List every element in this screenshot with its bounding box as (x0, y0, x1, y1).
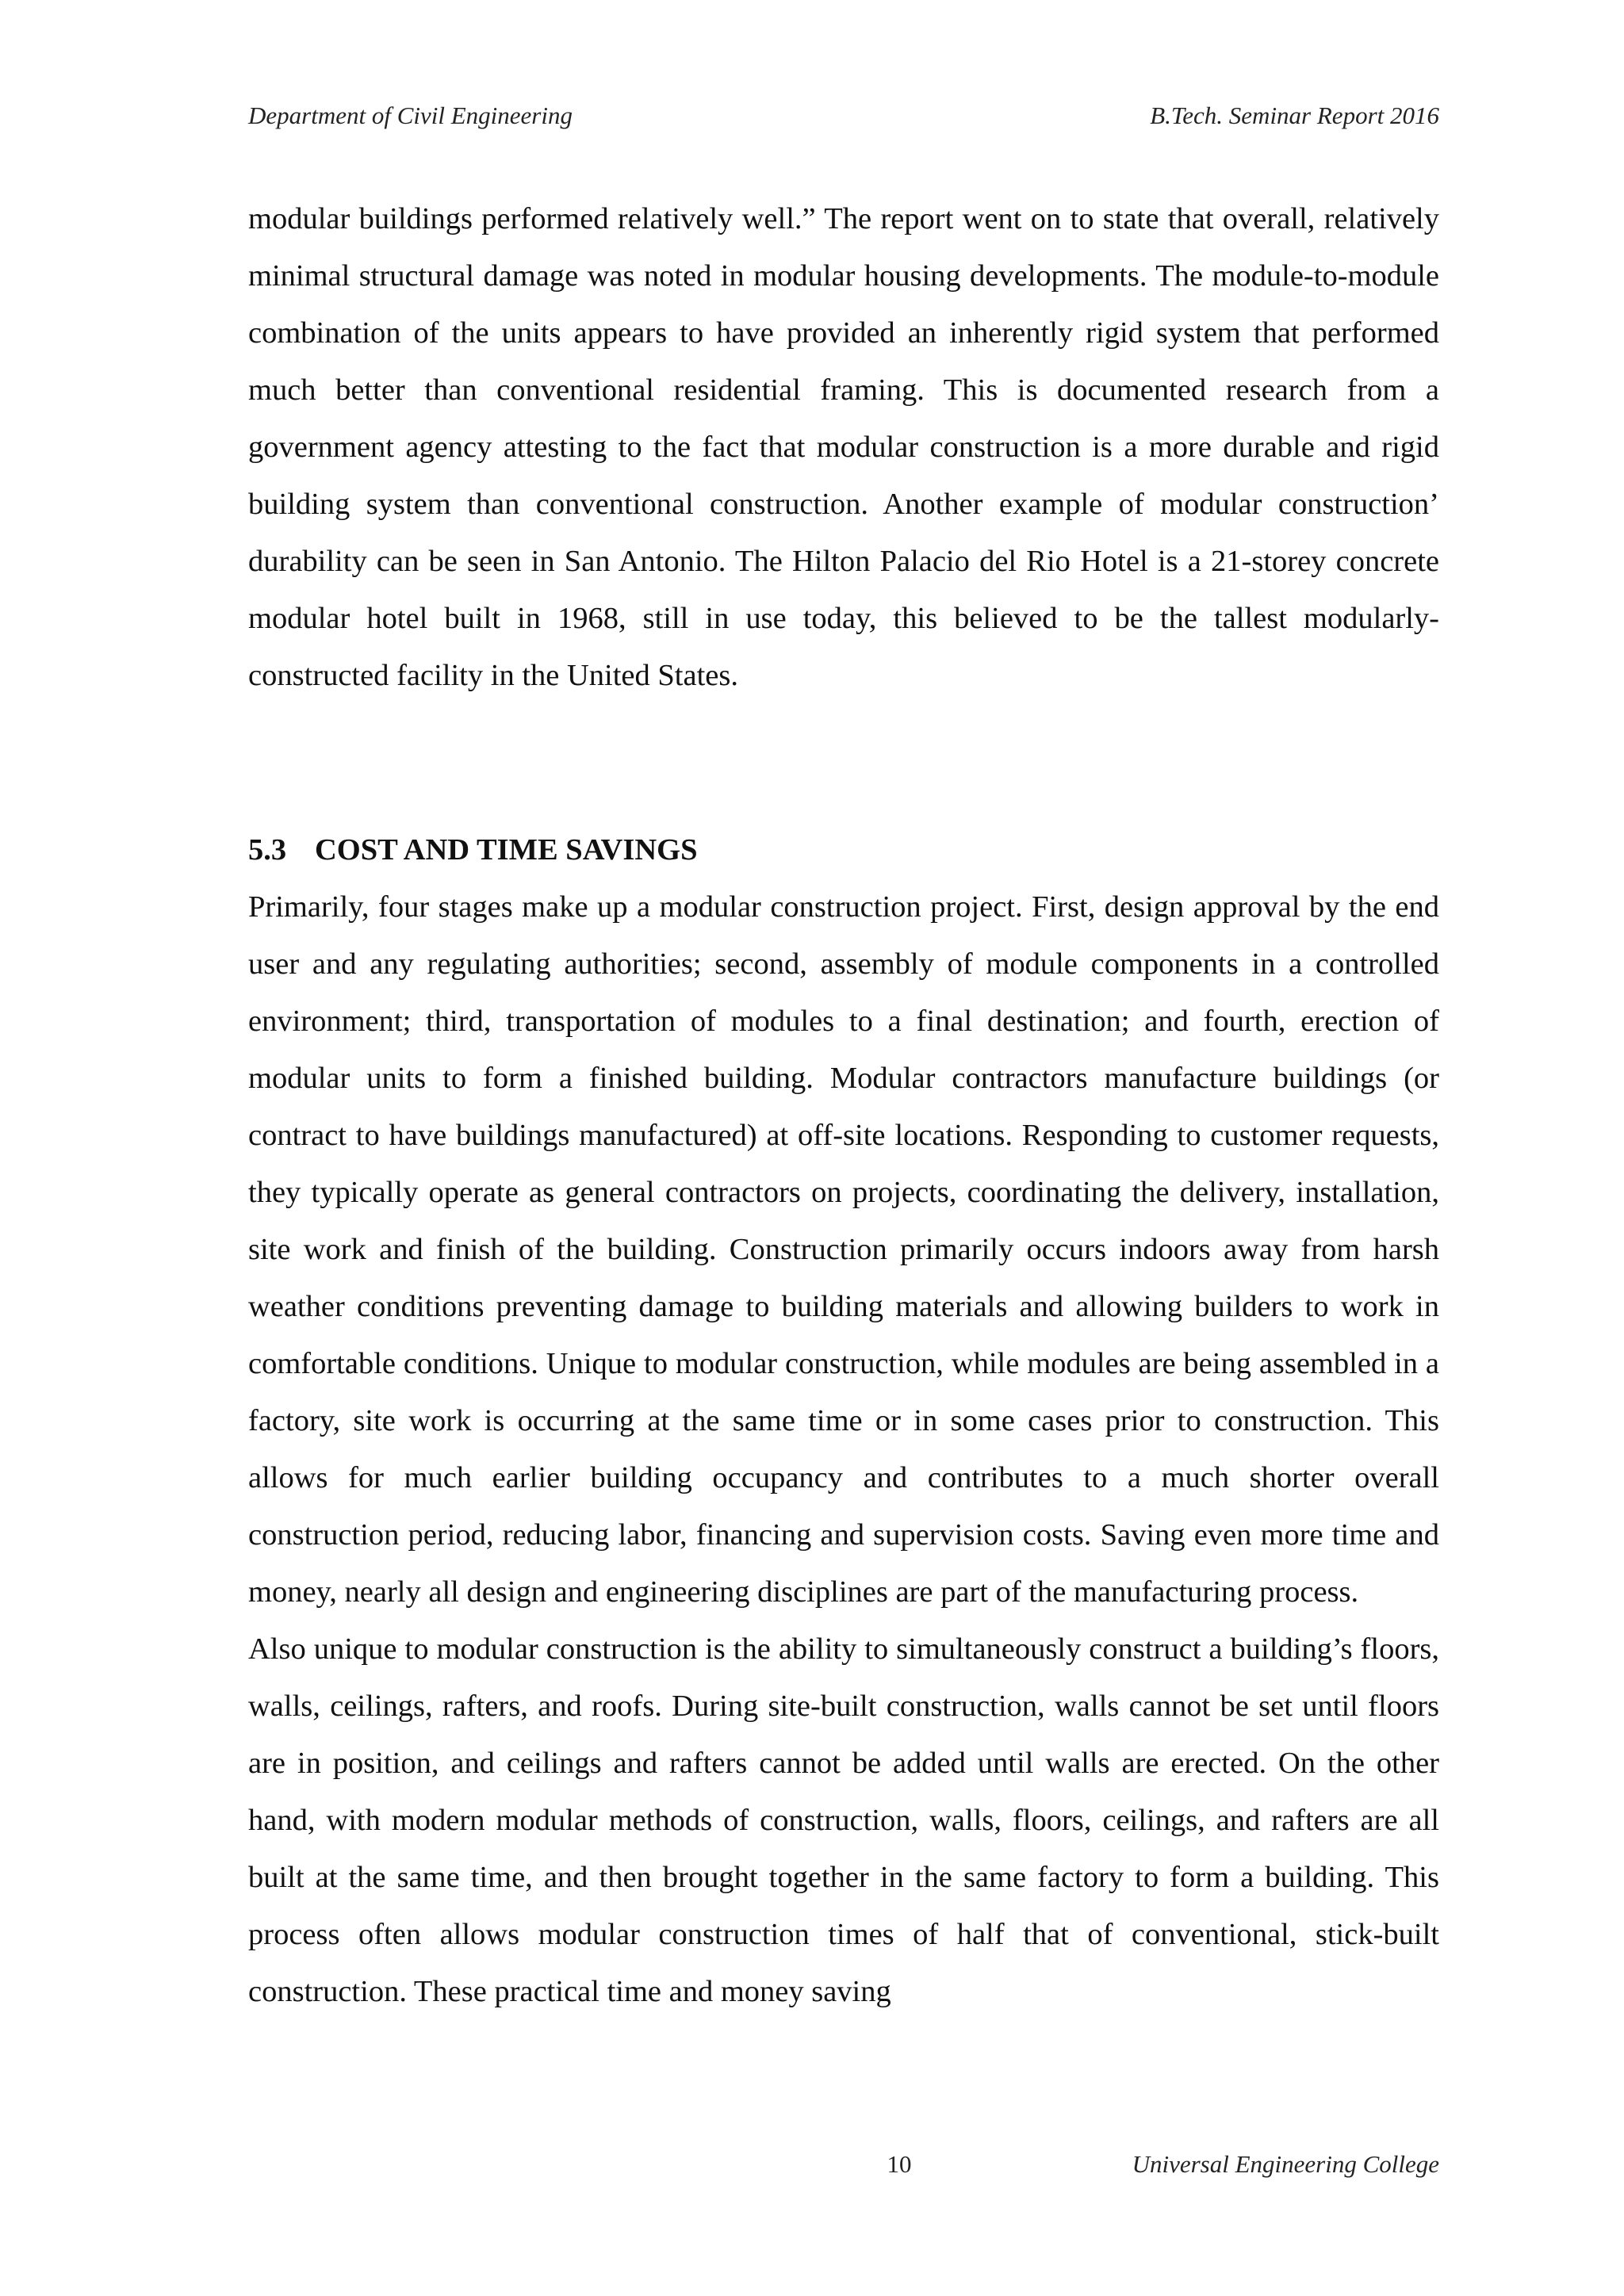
section-heading (248, 821, 698, 878)
section-body (248, 878, 1439, 2020)
running-footer (248, 2147, 1439, 2182)
header-department: Department of Civil Engineering (248, 101, 573, 129)
header-report-title: B.Tech. Seminar Report 2016 (1150, 101, 1439, 129)
section-title: COST AND TIME SAVINGS (315, 833, 698, 867)
page-number: 10 (887, 2150, 912, 2178)
paragraph-construction-stages: Primarily, four stages make up a modular construction project. First, design approval by the end user and any regulating authorities; second, assembly of module components in a controlled environment; third, transportation of modules to a final destination; and fourth, erection of modular units to form a finished building. Modular contractors manufacture buildings (or contract to have buildings manufactured) at off-site locations. Responding to customer requests, they typically operate as general contractors on projects, coordinating the delivery, installation, site work and finish of the building. Construction primarily occurs indoors away from harsh weather conditions preventing damage to building materials and allowing builders to work in comfortable conditions. Unique to modular construction, while modules are being assembled in a factory, site work is occurring at the same time or in some cases prior to construction. This allows for much earlier building occupancy and contributes to a much shorter overall construction period, reducing labor, financing and supervision costs. Saving even more time and money, nearly all design and engineering disciplines are part of the manufacturing process. (248, 890, 1439, 1609)
footer-college-name: Universal Engineering College (1132, 2150, 1439, 2178)
paragraph-simultaneous-construction: Also unique to modular construction is the ability to simultaneously construct a building’s floors, walls, ceilings, rafters, and roofs. During site-built construction, walls cannot be set until floors are in position, and ceilings and rafters cannot be added until walls are erected. On the other hand, with modern modular methods of construction, walls, floors, ceilings, and rafters are all built at the same time, and then brought together in the same factory to form a building. This process often allows modular construction times of half that of conventional, stick-built construction. These practical time and money saving (248, 1632, 1439, 2008)
section-number: 5.3 (248, 833, 287, 867)
paragraph-modular-durability: modular buildings performed relatively well.” The report went on to state that overall, relatively minimal structural damage was noted in modular housing developments. The module-to-module combination of the units appears to have provided an inherently rigid system that performed much better than conventional residential framing. This is documented research from a government agency attesting to the fact that modular construction is a more durable and rigid building system than conventional construction. Another example of modular construction’ durability can be seen in San Antonio. The Hilton Palacio del Rio Hotel is a 21-storey concrete modular hotel built in 1968, still in use today, this believed to be the tallest modularly-constructed facility in the United States. (248, 202, 1439, 692)
running-header (248, 98, 1439, 133)
